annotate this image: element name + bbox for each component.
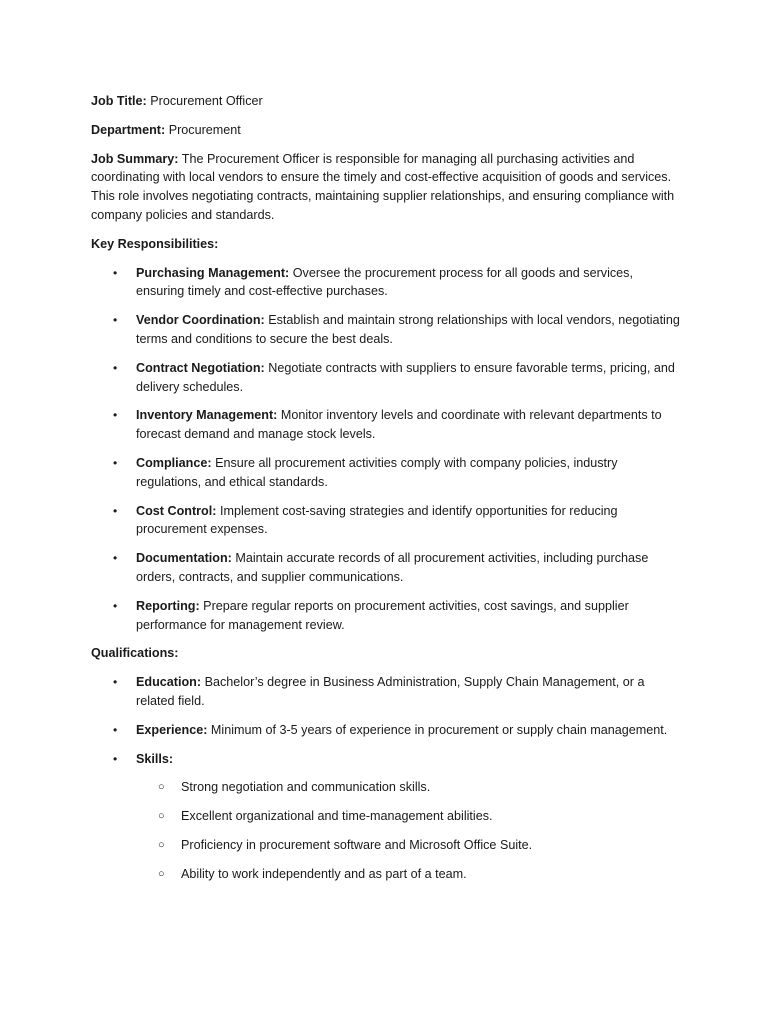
- skill-text: Ability to work independently and as part of a team.: [181, 866, 467, 881]
- responsibilities-list: [91, 264, 681, 635]
- skill-text: Strong negotiation and communication skills.: [181, 780, 431, 795]
- item-title: Compliance:: [136, 455, 212, 470]
- bullet-icon: •: [113, 455, 118, 470]
- bullet-icon: •: [113, 675, 118, 690]
- item-text: Negotiate contracts with suppliers to ensure favorable terms, pricing, and delivery schedules.: [136, 360, 675, 394]
- job-summary-paragraph: [91, 150, 681, 225]
- item-text: Oversee the procurement process for all goods and services, ensuring timely and cost-effective purchases.: [136, 265, 633, 299]
- item-text: Monitor inventory levels and coordinate with relevant departments to forecast demand and manage stock levels.: [136, 408, 662, 442]
- list-item: [91, 311, 681, 349]
- item-text: Minimum of 3-5 years of experience in procurement or supply chain management.: [210, 722, 668, 737]
- job-summary-text: The Procurement Officer is responsible for managing all purchasing activities and coordinating with local vendors to ensure the timely and cost-effective acquisition of goods and services. This role involves negotiating contracts, maintaining supplier relationships, and ensuring compliance with company policies and standards.: [91, 151, 675, 222]
- department-label: Department:: [91, 122, 166, 137]
- list-item-skills: [91, 750, 681, 884]
- skill-text: Proficiency in procurement software and Microsoft Office Suite.: [181, 837, 533, 852]
- qualifications-list: [91, 673, 681, 883]
- list-item: [91, 549, 681, 587]
- job-summary-label: Job Summary:: [91, 151, 179, 166]
- job-title-line: [91, 92, 681, 111]
- job-title-label: Job Title:: [91, 94, 147, 108]
- item-title: Experience:: [136, 722, 208, 737]
- item-text: Implement cost-saving strategies and identify opportunities for reducing procurement expenses.: [136, 503, 618, 537]
- sub-list-item: [136, 778, 681, 797]
- hollow-bullet-icon: ○: [158, 810, 165, 823]
- item-title: Cost Control:: [136, 503, 217, 518]
- item-title: Inventory Management:: [136, 408, 278, 423]
- hollow-bullet-icon: ○: [158, 838, 165, 851]
- bullet-icon: •: [113, 313, 118, 328]
- hollow-bullet-icon: ○: [158, 781, 165, 794]
- bullet-icon: •: [113, 751, 118, 766]
- bullet-icon: •: [113, 598, 118, 613]
- list-item: [91, 502, 681, 540]
- sub-list-item: [136, 836, 681, 855]
- bullet-icon: •: [113, 265, 118, 280]
- item-title: Documentation:: [136, 551, 232, 566]
- item-text: Establish and maintain strong relationships with local vendors, negotiating terms and conditions to secure the best deals.: [136, 313, 680, 346]
- department-value: Procurement: [168, 122, 241, 137]
- responsibilities-heading: Key Responsibilities:: [91, 236, 219, 251]
- list-item: [91, 597, 681, 635]
- item-text: Prepare regular reports on procurement activities, cost savings, and supplier performance for management review.: [136, 598, 629, 632]
- sub-list-item: [136, 865, 681, 884]
- list-item-education: [91, 673, 681, 711]
- item-text: Ensure all procurement activities comply with company policies, industry regulations, and ethical standards.: [136, 455, 618, 489]
- bullet-icon: •: [113, 360, 118, 375]
- item-title: Purchasing Management:: [136, 265, 290, 280]
- bullet-icon: •: [113, 503, 118, 518]
- item-title: Skills:: [136, 751, 174, 766]
- hollow-bullet-icon: ○: [158, 867, 165, 880]
- item-text: Bachelor’s degree in Business Administration, Supply Chain Management, or a related field.: [136, 675, 645, 708]
- item-title: Contract Negotiation:: [136, 360, 265, 375]
- list-item: [91, 264, 681, 302]
- list-item-experience: [91, 721, 681, 740]
- item-text: Maintain accurate records of all procurement activities, including purchase orders, contracts, and supplier communications.: [136, 551, 649, 584]
- bullet-icon: •: [113, 551, 118, 566]
- skill-text: Excellent organizational and time-management abilities.: [181, 809, 493, 824]
- document-body: [91, 92, 681, 894]
- job-title-value: Procurement Officer: [150, 94, 263, 108]
- item-title: Education:: [136, 675, 202, 690]
- list-item: [91, 359, 681, 397]
- skills-sublist: [136, 778, 681, 883]
- qualifications-heading: Qualifications:: [91, 646, 179, 661]
- list-item: [91, 454, 681, 492]
- item-title: Vendor Coordination:: [136, 313, 265, 328]
- department-line: [91, 121, 681, 140]
- sub-list-item: [136, 807, 681, 826]
- bullet-icon: •: [113, 408, 118, 423]
- item-title: Reporting:: [136, 598, 200, 613]
- list-item: [91, 406, 681, 444]
- bullet-icon: •: [113, 722, 118, 737]
